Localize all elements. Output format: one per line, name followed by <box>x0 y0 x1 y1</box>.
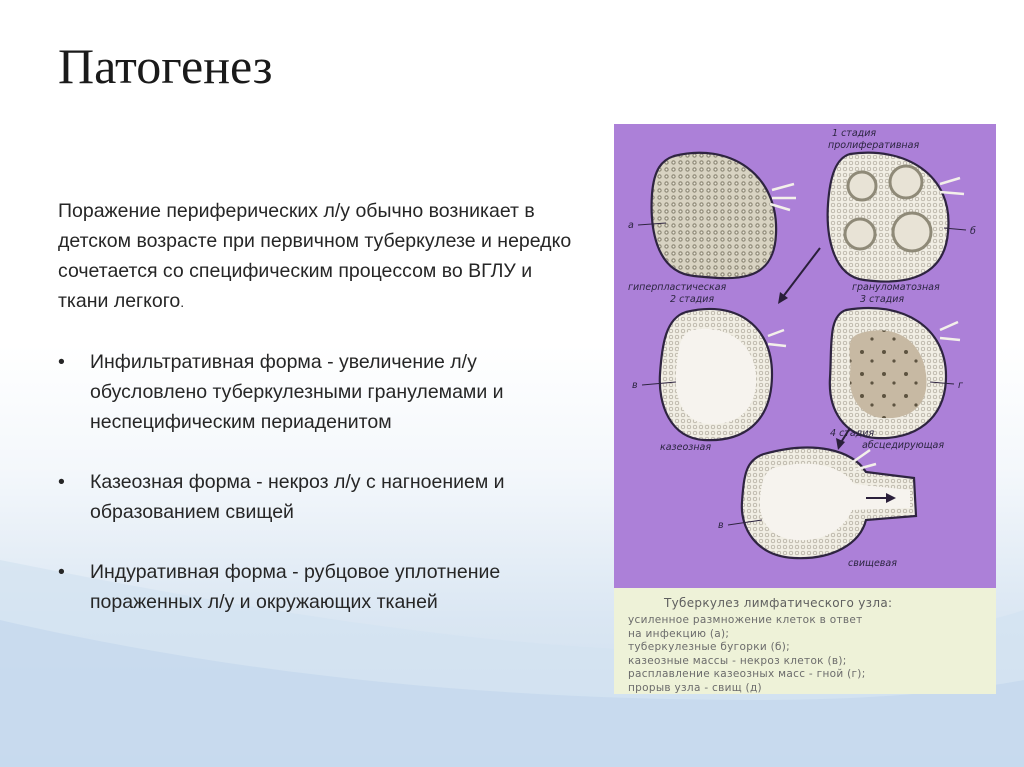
slide-title: Патогенез <box>58 38 273 94</box>
caption-line: на инфекцию (а); <box>628 627 730 640</box>
label-letter-v2: в <box>718 520 724 531</box>
label-stage1: 1 стадия <box>832 128 877 139</box>
label-fistula: свищевая <box>848 558 897 569</box>
caption-line: туберкулезные бугорки (б); <box>628 641 790 654</box>
intro-paragraph <box>58 196 578 317</box>
label-granulomatous: грануломатозная <box>852 282 940 293</box>
label-hyperplastic: гиперпластическая <box>628 282 727 293</box>
bullet-text: Индуративная форма - рубцовое уплотнение пораженных л/у и окружающих тканей <box>90 561 501 613</box>
caption-line: расплавление казеозных масс - гной (г); <box>628 668 866 681</box>
figure-caption <box>614 588 996 694</box>
label-letter-g: г <box>958 380 963 391</box>
label-letter-v1: в <box>632 380 638 391</box>
bullet-list <box>58 347 578 617</box>
bullet-item <box>58 347 578 437</box>
caption-title: Туберкулез лимфатического узла: <box>664 596 893 610</box>
label-caseous: казеозная <box>660 442 712 453</box>
label-letter-b: б <box>970 226 976 237</box>
stages-illustration <box>614 124 996 588</box>
bullet-item <box>58 467 578 527</box>
bullet-dot: • <box>58 471 65 493</box>
slide-body <box>58 196 578 647</box>
label-proliferative: пролиферативная <box>828 140 920 151</box>
label-stage2: 2 стадия <box>670 294 715 305</box>
bullet-text: Казеозная форма - некроз л/у с нагноением и образованием свищей <box>90 471 505 523</box>
label-abscess: абсцедирующая <box>862 440 945 451</box>
bullet-dot: • <box>58 351 65 373</box>
label-letter-a: а <box>628 220 634 231</box>
label-stage3: 3 стадия <box>860 294 905 305</box>
bullet-item <box>58 557 578 617</box>
lymph-node-figure <box>614 124 996 694</box>
intro-text: Поражение периферических л/у обычно возникает в детском возрасте при первичном туберкулезе и нередко сочетается со специфическим процессом во ВГЛУ и ткани легкого <box>58 200 572 312</box>
caption-lines <box>628 614 866 696</box>
caption-line: казеозные массы - некроз клеток (в); <box>628 654 847 667</box>
intro-period: . <box>180 294 185 310</box>
bullet-text: Инфильтративная форма - увеличение л/у обусловлено туберкулезными гранулемами и неспецифическим периаденитом <box>90 351 504 433</box>
caption-line: усиленное размножение клеток в ответ <box>628 614 863 626</box>
label-stage4: 4 стадия <box>830 428 875 439</box>
bullet-dot: • <box>58 561 65 583</box>
caption-line: прорыв узла - свищ (д) <box>628 681 762 694</box>
